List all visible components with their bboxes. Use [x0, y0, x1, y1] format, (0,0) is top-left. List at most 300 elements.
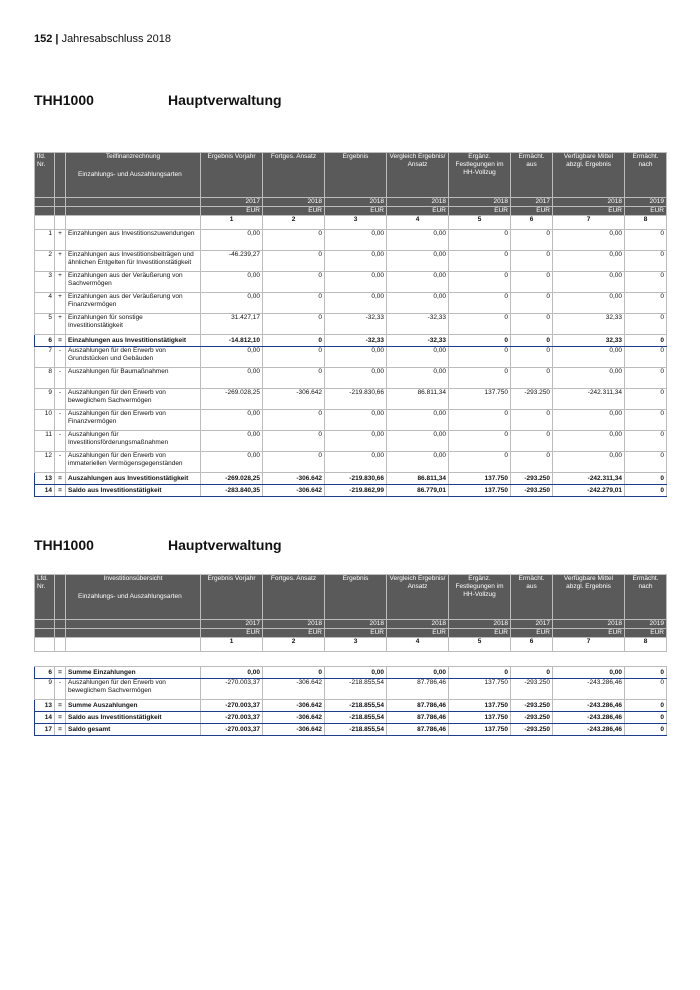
unit-cell: EUR [449, 629, 511, 638]
year-cell: 2018 [387, 198, 449, 207]
row-operator: + [55, 230, 66, 251]
unit-cell: EUR [325, 207, 387, 216]
row-number: 6 [35, 667, 55, 679]
header-row [35, 575, 667, 620]
value-cell: 0,00 [325, 431, 387, 452]
value-cell: -243.286,46 [553, 724, 625, 736]
value-cell: -270.003,37 [201, 700, 263, 712]
column-number: 2 [263, 638, 325, 652]
value-cell: 0 [449, 667, 511, 679]
table-subtitle: Einzahlungs- und Auszahlungsarten [78, 171, 182, 178]
year-cell: 2018 [325, 198, 387, 207]
value-cell: 0 [511, 293, 553, 314]
value-cell: -242.311,34 [553, 389, 625, 410]
value-cell: 0 [263, 347, 325, 368]
empty-cell [66, 638, 201, 652]
value-cell: 0 [625, 431, 667, 452]
report-title: Jahresabschluss 2018 [61, 33, 172, 45]
value-cell: -270.003,37 [201, 712, 263, 724]
section-title-2 [34, 537, 282, 553]
table-row [35, 314, 667, 335]
value-cell: 86.779,01 [387, 485, 449, 497]
row-operator: = [55, 712, 66, 724]
table-row [35, 452, 667, 473]
row-operator: = [55, 485, 66, 497]
row-operator: = [55, 667, 66, 679]
value-cell: 0,00 [201, 272, 263, 293]
row-operator: = [55, 473, 66, 485]
row-number: 17 [35, 724, 55, 736]
value-cell: 31.427,17 [201, 314, 263, 335]
year-cell: 2018 [263, 198, 325, 207]
table-title: Teilfinanzrechnung [105, 153, 161, 160]
nr-label: Nr. [37, 161, 46, 168]
column-number: 3 [325, 216, 387, 230]
value-cell: 0 [625, 293, 667, 314]
table-row [35, 230, 667, 251]
value-cell: 0,00 [201, 293, 263, 314]
value-cell: 0,00 [387, 251, 449, 272]
value-cell: -218.855,54 [325, 700, 387, 712]
row-number: 14 [35, 712, 55, 724]
value-cell: -269.028,25 [201, 389, 263, 410]
table-row [35, 293, 667, 314]
value-cell: -14.812,10 [201, 335, 263, 347]
column-header: Ermächt. aus [511, 575, 553, 620]
empty-cell [55, 216, 66, 230]
row-operator: - [55, 389, 66, 410]
year-cell: 2017 [201, 620, 263, 629]
empty-cell [66, 198, 201, 207]
table-row [35, 251, 667, 272]
value-cell: 0 [511, 410, 553, 431]
unit-cell: EUR [263, 629, 325, 638]
value-cell: 0 [625, 347, 667, 368]
value-cell: 0 [625, 700, 667, 712]
column-number: 8 [625, 638, 667, 652]
value-cell: 0,00 [553, 230, 625, 251]
value-cell: 0,00 [201, 452, 263, 473]
value-cell: -293.250 [511, 712, 553, 724]
value-cell: 0,00 [553, 347, 625, 368]
row-operator: + [55, 251, 66, 272]
unit-row [35, 629, 667, 638]
column-number-row [35, 216, 667, 230]
value-cell: 87.786,46 [387, 724, 449, 736]
unit-cell: EUR [387, 629, 449, 638]
row-operator: - [55, 347, 66, 368]
empty-cell [35, 629, 55, 638]
value-cell: 0 [625, 272, 667, 293]
unit-cell: EUR [553, 629, 625, 638]
value-cell: 0 [511, 347, 553, 368]
value-cell: 0,00 [201, 230, 263, 251]
value-cell: 0 [263, 452, 325, 473]
empty-cell [55, 207, 66, 216]
value-cell: 0,00 [387, 431, 449, 452]
lfd-header [35, 575, 55, 620]
year-cell: 2018 [387, 620, 449, 629]
row-number: 1 [35, 230, 55, 251]
column-number-row [35, 638, 667, 652]
row-label: Auszahlungen aus Investitionstätigkeit [66, 473, 201, 485]
value-cell: -270.003,37 [201, 724, 263, 736]
unit-cell: EUR [387, 207, 449, 216]
value-cell: -218.855,54 [325, 679, 387, 700]
row-label: Auszahlungen für den Erwerb von immateriellen Vermögensgegenständen [66, 452, 201, 473]
column-header: Ergebnis Vorjahr [201, 575, 263, 620]
row-number: 12 [35, 452, 55, 473]
value-cell: 0 [625, 724, 667, 736]
value-cell: 0 [263, 314, 325, 335]
value-cell: 0 [449, 230, 511, 251]
column-number: 4 [387, 216, 449, 230]
unit-cell: EUR [201, 629, 263, 638]
value-cell: 0 [449, 335, 511, 347]
table-row [35, 712, 667, 724]
value-cell: -269.028,25 [201, 473, 263, 485]
value-cell: 0 [263, 410, 325, 431]
table-row [35, 485, 667, 497]
row-number: 9 [35, 389, 55, 410]
value-cell: 0 [625, 410, 667, 431]
value-cell: -293.250 [511, 485, 553, 497]
table-title-header [66, 153, 201, 198]
value-cell: 0 [511, 368, 553, 389]
value-cell: 0 [449, 368, 511, 389]
empty-cell [66, 620, 201, 629]
column-number: 5 [449, 216, 511, 230]
value-cell: 0 [263, 272, 325, 293]
value-cell: 0 [511, 251, 553, 272]
value-cell: -283.840,35 [201, 485, 263, 497]
value-cell: 87.786,46 [387, 679, 449, 700]
column-number: 8 [625, 216, 667, 230]
column-number: 7 [553, 216, 625, 230]
value-cell: -243.286,46 [553, 700, 625, 712]
table-row [35, 700, 667, 712]
value-cell: 0 [625, 679, 667, 700]
value-cell: -270.003,37 [201, 679, 263, 700]
row-label: Einzahlungen aus der Veräußerung von Finanzvermögen [66, 293, 201, 314]
value-cell: 0 [263, 230, 325, 251]
value-cell: -219.830,66 [325, 389, 387, 410]
row-label: Auszahlungen für Investitionsförderungsmaßnahmen [66, 431, 201, 452]
table-title: Investitionsübersicht [103, 575, 163, 582]
table-row [35, 431, 667, 452]
op-header [55, 575, 66, 620]
row-number: 4 [35, 293, 55, 314]
column-number: 1 [201, 216, 263, 230]
value-cell: 0,00 [201, 431, 263, 452]
value-cell: -306.642 [263, 389, 325, 410]
value-cell: 0 [263, 368, 325, 389]
row-number: 7 [35, 347, 55, 368]
row-label: Auszahlungen für den Erwerb von beweglichem Sachvermögen [66, 679, 201, 700]
row-label: Einzahlungen aus Investitionszuwendungen [66, 230, 201, 251]
column-number: 7 [553, 638, 625, 652]
value-cell: 0,00 [387, 272, 449, 293]
value-cell: 0 [625, 667, 667, 679]
row-number: 8 [35, 368, 55, 389]
row-label: Auszahlungen für Baumaßnahmen [66, 368, 201, 389]
column-header: Vergleich Ergebnis/ Ansatz [387, 575, 449, 620]
year-row [35, 198, 667, 207]
value-cell: 0 [511, 452, 553, 473]
value-cell: -32,33 [387, 314, 449, 335]
value-cell: 0,00 [325, 251, 387, 272]
unit-cell: EUR [625, 629, 667, 638]
row-operator: = [55, 700, 66, 712]
unit-row [35, 207, 667, 216]
row-label: Auszahlungen für den Erwerb von Grundstücken und Gebäuden [66, 347, 201, 368]
empty-cell [66, 207, 201, 216]
value-cell: 0,00 [325, 368, 387, 389]
row-operator: - [55, 368, 66, 389]
value-cell: 0 [511, 667, 553, 679]
value-cell: 0,00 [325, 667, 387, 679]
value-cell: -218.855,54 [325, 724, 387, 736]
section-name: Hauptverwaltung [168, 92, 282, 108]
value-cell: 0,00 [553, 452, 625, 473]
value-cell: 0 [625, 389, 667, 410]
value-cell: 0,00 [325, 293, 387, 314]
value-cell: 0,00 [201, 368, 263, 389]
value-cell: 0,00 [325, 272, 387, 293]
column-header: Ergebnis [325, 153, 387, 198]
column-number: 6 [511, 638, 553, 652]
row-number: 14 [35, 485, 55, 497]
empty-cell [55, 638, 66, 652]
value-cell: 0 [625, 251, 667, 272]
column-number: 6 [511, 216, 553, 230]
row-label: Auszahlungen für den Erwerb von beweglichem Sachvermögen [66, 389, 201, 410]
value-cell: -32,33 [325, 314, 387, 335]
value-cell: 0 [625, 368, 667, 389]
year-cell: 2018 [263, 620, 325, 629]
column-number: 3 [325, 638, 387, 652]
section-title-1 [34, 92, 282, 108]
empty-cell [625, 652, 667, 667]
value-cell: -219.830,66 [325, 473, 387, 485]
value-cell: 87.786,46 [387, 700, 449, 712]
lfd-label: lfd. [37, 153, 46, 160]
row-operator: + [55, 293, 66, 314]
year-cell: 2017 [511, 620, 553, 629]
empty-cell [55, 629, 66, 638]
empty-cell [263, 652, 325, 667]
value-cell: -219.862,99 [325, 485, 387, 497]
value-cell: 0,00 [553, 272, 625, 293]
row-operator: - [55, 452, 66, 473]
value-cell: 137.750 [449, 724, 511, 736]
value-cell: 86.811,34 [387, 473, 449, 485]
empty-cell [35, 198, 55, 207]
row-number: 6 [35, 335, 55, 347]
table-title-header [66, 575, 201, 620]
value-cell: 0 [511, 314, 553, 335]
value-cell: -306.642 [263, 700, 325, 712]
row-label: Summe Auszahlungen [66, 700, 201, 712]
empty-cell [35, 652, 55, 667]
value-cell: 0 [511, 431, 553, 452]
empty-cell [387, 652, 449, 667]
unit-cell: EUR [625, 207, 667, 216]
value-cell: 0,00 [553, 431, 625, 452]
year-cell: 2017 [511, 198, 553, 207]
empty-cell [35, 638, 55, 652]
row-operator: - [55, 410, 66, 431]
value-cell: 32,33 [553, 335, 625, 347]
value-cell: 0 [449, 410, 511, 431]
table-row [35, 389, 667, 410]
row-number: 13 [35, 473, 55, 485]
value-cell: 0,00 [325, 347, 387, 368]
value-cell: 0 [625, 314, 667, 335]
table-row [35, 335, 667, 347]
value-cell: -242.311,34 [553, 473, 625, 485]
value-cell: -306.642 [263, 485, 325, 497]
value-cell: 0 [625, 712, 667, 724]
column-header: Ermächt. nach [625, 575, 667, 620]
table-row [35, 724, 667, 736]
value-cell: -306.642 [263, 473, 325, 485]
value-cell: 137.750 [449, 485, 511, 497]
empty-cell [66, 216, 201, 230]
nr-label: Nr. [37, 583, 46, 590]
empty-cell [449, 652, 511, 667]
year-cell: 2018 [325, 620, 387, 629]
table-row [35, 272, 667, 293]
value-cell: 0,00 [201, 347, 263, 368]
row-label: Saldo aus Investitionstätigkeit [66, 712, 201, 724]
value-cell: -293.250 [511, 724, 553, 736]
value-cell: 0,00 [553, 410, 625, 431]
column-header: Ergebnis [325, 575, 387, 620]
year-row [35, 620, 667, 629]
value-cell: 0 [511, 272, 553, 293]
page-number: 152 [34, 33, 53, 45]
value-cell: 0,00 [387, 293, 449, 314]
row-number: 3 [35, 272, 55, 293]
row-number: 11 [35, 431, 55, 452]
unit-cell: EUR [263, 207, 325, 216]
year-cell: 2019 [625, 620, 667, 629]
op-header [55, 153, 66, 198]
value-cell: -293.250 [511, 389, 553, 410]
table-row [35, 473, 667, 485]
year-cell: 2017 [201, 198, 263, 207]
row-number: 2 [35, 251, 55, 272]
empty-cell [35, 216, 55, 230]
row-operator: + [55, 272, 66, 293]
value-cell: 0,00 [325, 230, 387, 251]
value-cell: 0 [625, 230, 667, 251]
column-header: Fortges. Ansatz [263, 575, 325, 620]
row-number: 5 [35, 314, 55, 335]
value-cell: 87.786,46 [387, 712, 449, 724]
lfd-header [35, 153, 55, 198]
column-header: Fortges. Ansatz [263, 153, 325, 198]
column-header: Ermächt. aus [511, 153, 553, 198]
value-cell: -218.855,54 [325, 712, 387, 724]
row-label: Auszahlungen für den Erwerb von Finanzvermögen [66, 410, 201, 431]
unit-cell: EUR [449, 207, 511, 216]
column-header: Vergleich Ergebnis/ Ansatz [387, 153, 449, 198]
value-cell: 0,00 [201, 667, 263, 679]
value-cell: 0 [449, 431, 511, 452]
value-cell: -32,33 [387, 335, 449, 347]
column-number: 5 [449, 638, 511, 652]
table-row [35, 410, 667, 431]
value-cell: 0,00 [387, 410, 449, 431]
value-cell: 0 [263, 251, 325, 272]
value-cell: -32,33 [325, 335, 387, 347]
unit-cell: EUR [201, 207, 263, 216]
row-operator: = [55, 724, 66, 736]
value-cell: 0 [263, 667, 325, 679]
value-cell: 0 [263, 335, 325, 347]
value-cell: 0,00 [325, 410, 387, 431]
value-cell: 0 [625, 452, 667, 473]
column-header: Ermächt. nach [625, 153, 667, 198]
empty-cell [55, 652, 66, 667]
year-cell: 2018 [449, 198, 511, 207]
value-cell: -242.279,01 [553, 485, 625, 497]
table-subtitle: Einzahlungs- und Auszahlungsarten [78, 593, 182, 600]
row-label: Einzahlungen aus Investitionsbeiträgen und ähnlichen Entgelten für Investitionstätigkeit [66, 251, 201, 272]
value-cell: 0 [625, 473, 667, 485]
empty-cell [66, 652, 201, 667]
value-cell: 137.750 [449, 473, 511, 485]
row-label: Einzahlungen aus der Veräußerung von Sachvermögen [66, 272, 201, 293]
value-cell: 0 [625, 485, 667, 497]
section-code: THH1000 [34, 92, 94, 108]
year-cell: 2018 [449, 620, 511, 629]
value-cell: 0 [511, 335, 553, 347]
value-cell: -46.239,27 [201, 251, 263, 272]
unit-cell: EUR [553, 207, 625, 216]
value-cell: -243.286,46 [553, 679, 625, 700]
row-number: 9 [35, 679, 55, 700]
column-number: 4 [387, 638, 449, 652]
section-code: THH1000 [34, 537, 94, 553]
value-cell: 0 [449, 347, 511, 368]
column-header: Ergebnis Vorjahr [201, 153, 263, 198]
investitionsuebersicht-table [34, 574, 667, 736]
column-header: Ergänz. Festlegungen im HH-Vollzug [449, 575, 511, 620]
value-cell: 0,00 [387, 667, 449, 679]
row-operator: = [55, 335, 66, 347]
value-cell: 0,00 [325, 452, 387, 473]
row-operator: - [55, 431, 66, 452]
table-row [35, 368, 667, 389]
unit-cell: EUR [511, 207, 553, 216]
value-cell: -306.642 [263, 712, 325, 724]
value-cell: 86.811,34 [387, 389, 449, 410]
lfd-label: Lfd. [37, 575, 48, 582]
value-cell: -293.250 [511, 473, 553, 485]
row-number: 13 [35, 700, 55, 712]
value-cell: 0,00 [387, 230, 449, 251]
value-cell: -306.642 [263, 724, 325, 736]
value-cell: 0 [449, 293, 511, 314]
value-cell: 0,00 [387, 347, 449, 368]
value-cell: 0,00 [387, 452, 449, 473]
value-cell: 137.750 [449, 679, 511, 700]
column-header: Verfügbare Mittel abzgl. Ergebnis [553, 575, 625, 620]
value-cell: -293.250 [511, 700, 553, 712]
